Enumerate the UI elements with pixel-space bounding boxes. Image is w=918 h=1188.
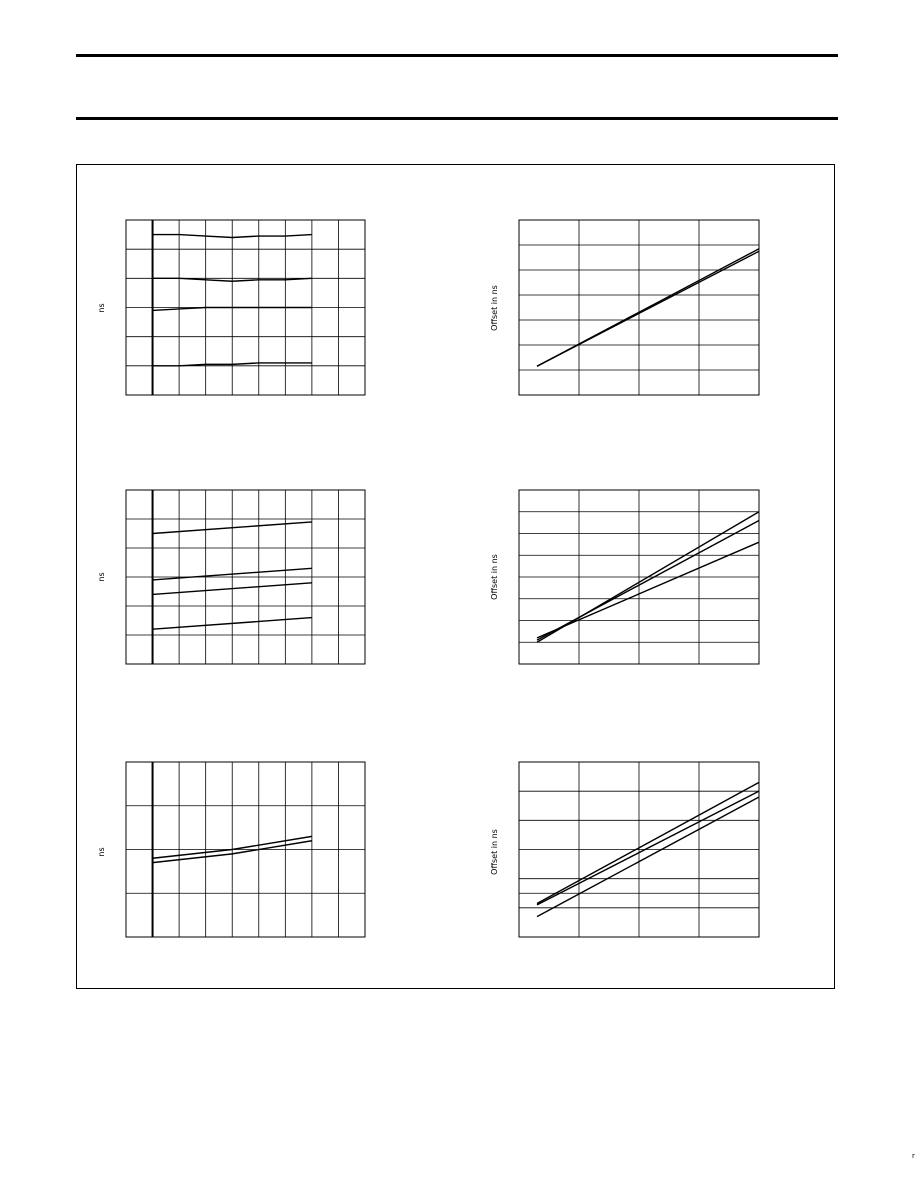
y-axis-label: Offset in ns bbox=[490, 554, 499, 600]
chart-right-3 bbox=[490, 762, 759, 937]
series-line-1 bbox=[537, 782, 759, 903]
series-line-3 bbox=[537, 797, 759, 917]
chart-left-3 bbox=[97, 762, 365, 937]
chart-right-1 bbox=[490, 220, 759, 395]
series-line-2 bbox=[537, 520, 759, 640]
y-axis-label: Offset in ns bbox=[490, 285, 499, 331]
corner-mark: r bbox=[912, 1152, 915, 1160]
series-line-2 bbox=[537, 249, 759, 367]
chart-right-2 bbox=[490, 490, 759, 664]
series-line-3 bbox=[537, 542, 759, 638]
series-line-2 bbox=[537, 791, 759, 905]
y-axis-label: ns bbox=[97, 303, 106, 313]
chart-left-1 bbox=[97, 220, 365, 395]
chart-left-2 bbox=[97, 490, 365, 664]
y-axis-label: ns bbox=[97, 572, 106, 582]
y-axis-label: Offset in ns bbox=[490, 829, 499, 875]
y-axis-label: ns bbox=[97, 847, 106, 857]
